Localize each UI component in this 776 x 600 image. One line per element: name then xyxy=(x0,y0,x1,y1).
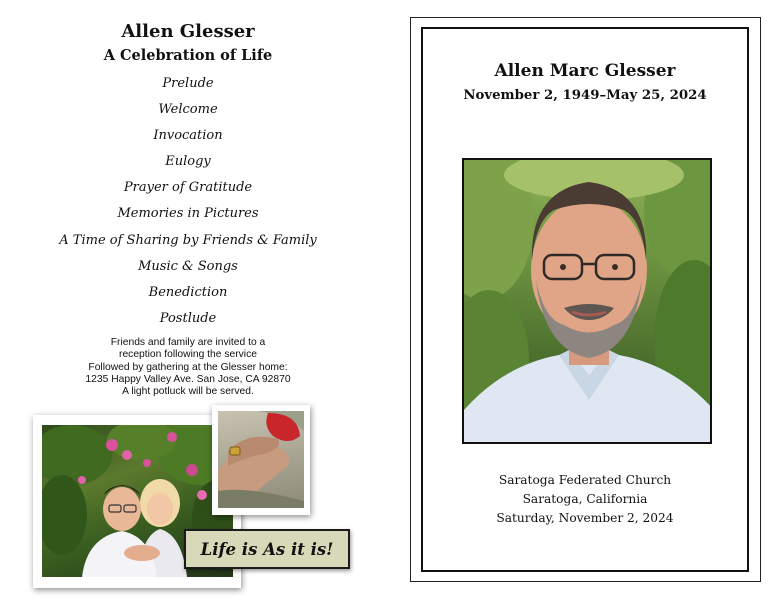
hands-photo-frame xyxy=(212,405,310,515)
memorial-title: Allen Glesser xyxy=(121,21,255,42)
cover-page xyxy=(410,17,761,582)
program-item: Prayer of Gratitude xyxy=(123,180,253,196)
program-item: Invocation xyxy=(153,128,223,144)
cover-border xyxy=(421,27,749,572)
program-item: Prelude xyxy=(162,76,214,91)
church-name: Saratoga Federated Church xyxy=(498,473,672,487)
order-of-service xyxy=(0,75,376,336)
program-page xyxy=(0,0,380,600)
service-date: Saturday, November 2, 2024 xyxy=(496,511,674,525)
program-item: Memories in Pictures xyxy=(117,206,259,222)
program-item: Postlude xyxy=(159,310,217,326)
reception-line: Followed by gathering at the Glesser home: xyxy=(88,362,288,373)
life-dates: November 2, 1949–May 25, 2024 xyxy=(463,88,707,103)
program-item: Benediction xyxy=(148,284,228,300)
deceased-name: Allen Marc Glesser xyxy=(494,61,676,81)
program-item: Music & Songs xyxy=(138,258,238,274)
portrait-photo xyxy=(462,158,712,444)
hands-photo xyxy=(218,411,304,508)
reception-line: A light potluck will be served. xyxy=(122,386,254,397)
gathering-info xyxy=(0,362,376,398)
memorial-subtitle: A Celebration of Life xyxy=(103,47,273,64)
reception-line: reception following the service xyxy=(119,349,257,360)
program-item: Welcome xyxy=(158,102,218,118)
reception-line: 1235 Happy Valley Ave. San Jose, CA 92870 xyxy=(85,374,291,385)
caption-box: Life is As it is! xyxy=(184,529,350,569)
portrait-illustration xyxy=(464,160,712,444)
reception-line: Friends and family are invited to a xyxy=(110,337,266,348)
church-location: Saratoga, California xyxy=(522,492,648,506)
hands-photo-illustration xyxy=(218,411,304,508)
program-item: Eulogy xyxy=(165,154,211,170)
reception-invite xyxy=(0,337,376,361)
program-item: A Time of Sharing by Friends & Family xyxy=(59,232,317,248)
